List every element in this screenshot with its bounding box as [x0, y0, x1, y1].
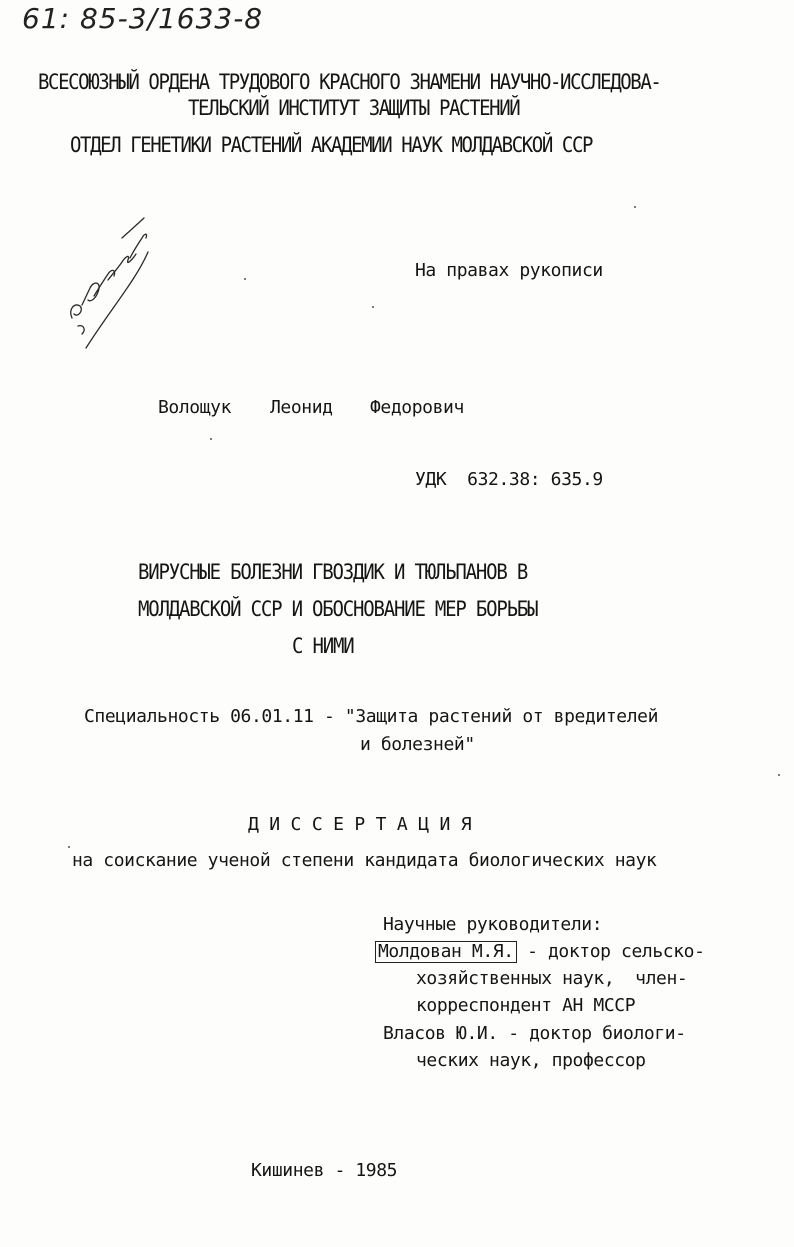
- title-line-3: С НИМИ: [292, 634, 354, 659]
- supervisor-1-desc-1: - доктор сельско-: [516, 941, 705, 962]
- document-type: Д И С С Е Р Т А Ц И Я: [248, 814, 472, 835]
- header-line-2: ТЕЛЬСКИЙ ИНСТИТУТ ЗАЩИТЫ РАСТЕНИЙ: [188, 96, 520, 121]
- supervisor-1-desc-3: корреспондент АН МССР: [416, 995, 636, 1016]
- supervisor-1-line: [375, 941, 705, 963]
- header-line-3: ОТДЕЛ ГЕНЕТИКИ РАСТЕНИЙ АКАДЕМИИ НАУК МОЛДАВСКОЙ ССР: [70, 133, 593, 158]
- degree-line: на соискание ученой степени кандидата биологических наук: [72, 850, 657, 871]
- title-line-2: МОЛДАВСКОЙ ССР И ОБОСНОВАНИЕ МЕР БОРЬБЫ: [138, 597, 538, 622]
- author-name: Леонид: [270, 397, 333, 418]
- author-surname: Волощук: [158, 397, 232, 418]
- scan-speck: [244, 278, 246, 280]
- manuscript-rights: На правах рукописи: [415, 260, 603, 281]
- scan-speck: [778, 774, 780, 776]
- specialty-line-1: Специальность 06.01.11 - "Защита растений от вредителей: [84, 706, 659, 727]
- handwritten-signature: [60, 210, 170, 360]
- supervisor-2-line-2: ческих наук, профессор: [416, 1050, 646, 1071]
- scan-speck: [210, 438, 212, 440]
- handwritten-archive-code: 61: 85-3/1633-8: [22, 2, 264, 35]
- udc-code: УДК 632.38: 635.9: [415, 469, 603, 490]
- author-patronymic: Федорович: [370, 397, 464, 418]
- supervisor-1-desc-2: хозяйственных наук, член-: [416, 968, 688, 989]
- scan-speck: [68, 846, 70, 848]
- scan-speck: [372, 306, 374, 308]
- specialty-line-2: и болезней": [360, 734, 475, 755]
- footer-place-year: Кишинев - 1985: [251, 1160, 398, 1181]
- supervisors-heading: Научные руководители:: [383, 914, 603, 935]
- supervisor-2-line-1: Власов Ю.И. - доктор биологи-: [383, 1023, 686, 1044]
- supervisor-1-name: Молдован М.Я.: [375, 941, 517, 963]
- title-line-1: ВИРУСНЫЕ БОЛЕЗНИ ГВОЗДИК И ТЮЛЬПАНОВ В: [138, 560, 528, 585]
- scan-speck: [634, 206, 636, 208]
- header-line-1: ВСЕСОЮЗНЫЙ ОРДЕНА ТРУДОВОГО КРАСНОГО ЗНАМЕНИ НАУЧНО-ИССЛЕДОВА-: [38, 70, 661, 95]
